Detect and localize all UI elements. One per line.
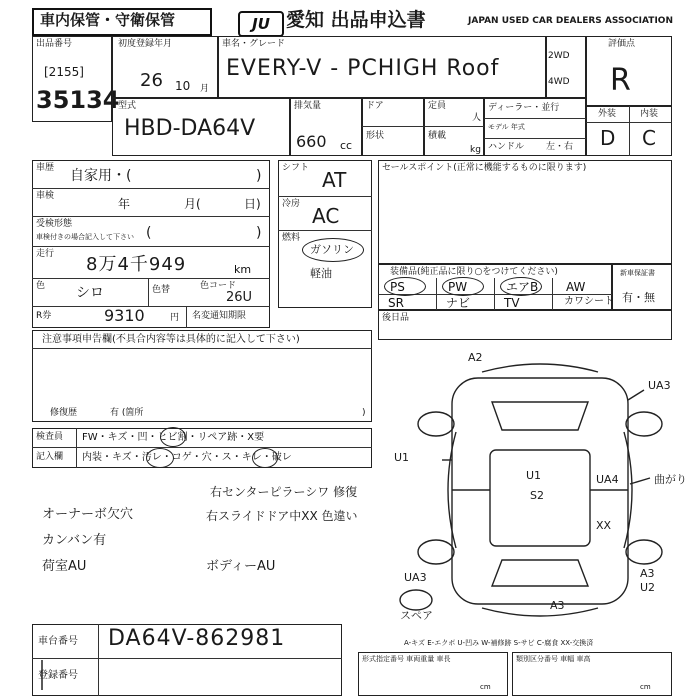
- damage-mark: 曲がり: [654, 473, 687, 486]
- fuel-value: ガソリン: [310, 243, 354, 256]
- warranty-value: 有・無: [622, 291, 655, 304]
- first-registration-month-suffix: 月: [200, 84, 210, 94]
- history-label: 車歴: [36, 163, 55, 173]
- inspection-year: 年: [118, 197, 131, 211]
- mileage-label: 走行: [36, 249, 55, 259]
- storage-banner-text: 車内保管・守衛保管: [40, 11, 176, 29]
- ju-logo-text: JU: [252, 15, 270, 33]
- aftermarket-label: 後日品: [382, 313, 410, 323]
- notes-label: 注意事項申告欄(不具合内容等は具体的に記入して下さい): [42, 334, 300, 345]
- form-title: 愛知 出品申込書: [286, 9, 426, 31]
- car-name-value: EVERY-V - PCHIGH Roof: [226, 56, 500, 81]
- aircon-value: AC: [312, 204, 340, 228]
- class-length-unit: cm: [640, 683, 651, 691]
- model-value: HBD-DA64V: [124, 116, 256, 141]
- first-registration-month: 10: [175, 79, 191, 93]
- repair-value: 有 (箇所: [110, 408, 144, 418]
- interior-label: 内装: [640, 109, 659, 119]
- drive-2wd: 2WD: [548, 51, 570, 61]
- inspect-note-1: オーナーボ欠穴: [42, 507, 134, 522]
- history-value: 自家用・(: [70, 168, 132, 184]
- color-code-value: 26U: [226, 290, 253, 305]
- inspect-note-2: 右センターピラーシワ 修復: [210, 485, 358, 499]
- shape-label: 形状: [366, 131, 385, 141]
- damage-mark: S2: [530, 489, 544, 502]
- rating-label: 評価点: [608, 39, 636, 49]
- handle-options: 左・右: [546, 142, 574, 152]
- exterior-check-row: FW・キズ・凹・ヒビ割・リペア跡・X要: [82, 432, 265, 443]
- displacement-unit: cc: [340, 139, 353, 152]
- load-label: 積載: [428, 131, 447, 141]
- spec-length-unit: cm: [480, 683, 491, 691]
- first-registration-value: 26: [140, 70, 163, 91]
- color-code-label: 色コード: [200, 281, 237, 291]
- damage-mark: A2: [468, 351, 483, 364]
- interior-grade: C: [642, 126, 656, 150]
- fuel-label: 燃料: [282, 233, 301, 243]
- car-name-label: 車名・グレード: [222, 39, 286, 49]
- fuel-alt: 軽油: [310, 267, 332, 280]
- damage-mark: UA4: [596, 473, 619, 486]
- lot-number-sub: [2155]: [44, 65, 84, 79]
- recycle-unit: 円: [170, 313, 180, 323]
- aircon-label: 冷房: [282, 199, 301, 209]
- sales-point-label: セールスポイント(正常に機能するものに限ります): [382, 163, 587, 173]
- color-change-label: 色替: [152, 285, 171, 295]
- capacity-label: 定員: [428, 101, 447, 111]
- damage-mark: UA3: [648, 379, 671, 392]
- color-value: シロ: [76, 285, 104, 301]
- lot-number-label: 出品番号: [36, 39, 73, 49]
- equipment-item: TV: [504, 296, 520, 310]
- damage-mark: XX: [596, 519, 612, 532]
- repair-label: 修復歴: [50, 408, 78, 418]
- interior-check-row: 内装・キズ・汚レ・コゲ・穴・ス・キレ・破レ: [82, 452, 292, 463]
- drive-4wd: 4WD: [548, 77, 570, 87]
- warranty-label: 新車保証書: [620, 269, 655, 277]
- displacement-value: 660: [296, 132, 327, 151]
- class-number-label: 類別区分番号 車幅 車高: [516, 655, 591, 663]
- equipment-item: PS: [390, 280, 405, 294]
- equipment-label: 装備品(純正品に限り○をつけてください): [390, 267, 558, 277]
- color-label: 色: [36, 281, 46, 291]
- displacement-label: 排気量: [294, 101, 322, 111]
- name-change-label: 名変通知期限: [192, 311, 247, 321]
- model-year-label: モデル 年式: [488, 123, 525, 131]
- handle-label: ハンドル: [488, 142, 525, 152]
- shift-label: シフト: [282, 163, 310, 173]
- record-label: 記入欄: [36, 452, 64, 462]
- lot-number-value: 35134: [36, 86, 120, 114]
- mileage-unit: km: [234, 263, 252, 276]
- mileage-value: 8万4千949: [86, 254, 187, 275]
- equipment-item: AW: [566, 280, 586, 294]
- equipment-item: ナビ: [446, 296, 471, 310]
- exterior-label: 外装: [598, 109, 617, 119]
- plate-label: 登録番号: [38, 670, 78, 681]
- damage-mark: U1: [526, 469, 542, 482]
- chassis-value: DA64V-862981: [108, 626, 286, 651]
- rating-value: R: [610, 63, 631, 98]
- inspection-day: 日): [244, 197, 261, 211]
- damage-mark: A3: [640, 567, 655, 580]
- inspection-month: 月(: [184, 197, 201, 211]
- chassis-label: 車台番号: [38, 636, 78, 647]
- inspect-note-5: 荷室AU: [42, 559, 87, 574]
- dealer-label: ディーラー・並行: [488, 103, 560, 113]
- equipment-item: SR: [388, 296, 404, 310]
- equipment-item: エアB: [506, 280, 539, 294]
- equipment-item: PW: [448, 280, 468, 294]
- damage-mark: A3: [550, 599, 565, 612]
- history-close: ): [256, 168, 262, 184]
- damage-mark: UA3: [404, 571, 427, 584]
- capacity-unit: 人: [472, 113, 482, 123]
- equipment-item: カワシート: [564, 296, 614, 307]
- first-registration-label: 初度登録年月: [118, 39, 173, 49]
- spec-number-label: 形式指定番号 車両重量 車長: [362, 655, 451, 663]
- inspection-label: 車検: [36, 191, 55, 201]
- repair-close: ): [362, 408, 366, 418]
- load-unit: kg: [470, 145, 481, 155]
- damage-mark: U2: [640, 581, 656, 594]
- door-label: ドア: [366, 101, 384, 111]
- form-title-en: JAPAN USED CAR DEALERS ASSOCIATION: [468, 16, 673, 26]
- inspector-label: 検査員: [36, 432, 64, 442]
- recycle-value: 9310: [104, 306, 145, 325]
- receive-parens: (: [146, 225, 152, 241]
- receive-parens-close: ): [256, 225, 262, 241]
- shift-value: AT: [322, 168, 347, 192]
- inspect-note-3: 右スライドドア中XX 色違い: [206, 509, 358, 523]
- damage-mark: スペア: [400, 609, 433, 622]
- recycle-label: R券: [36, 311, 52, 321]
- model-label: 型式: [118, 101, 137, 111]
- receive-label: 受検形態: [36, 219, 73, 229]
- damage-legend: A-キズ E-エクボ U-凹み W-補修跡 S-サビ C-腐食 XX-交換済: [404, 639, 594, 647]
- damage-mark: U1: [394, 451, 410, 464]
- receive-note: 車検付きの場合記入して下さい: [36, 233, 134, 241]
- inspect-note-4: カンバン有: [42, 533, 107, 548]
- exterior-grade: D: [600, 126, 616, 150]
- inspect-note-6: ボディーAU: [206, 559, 276, 574]
